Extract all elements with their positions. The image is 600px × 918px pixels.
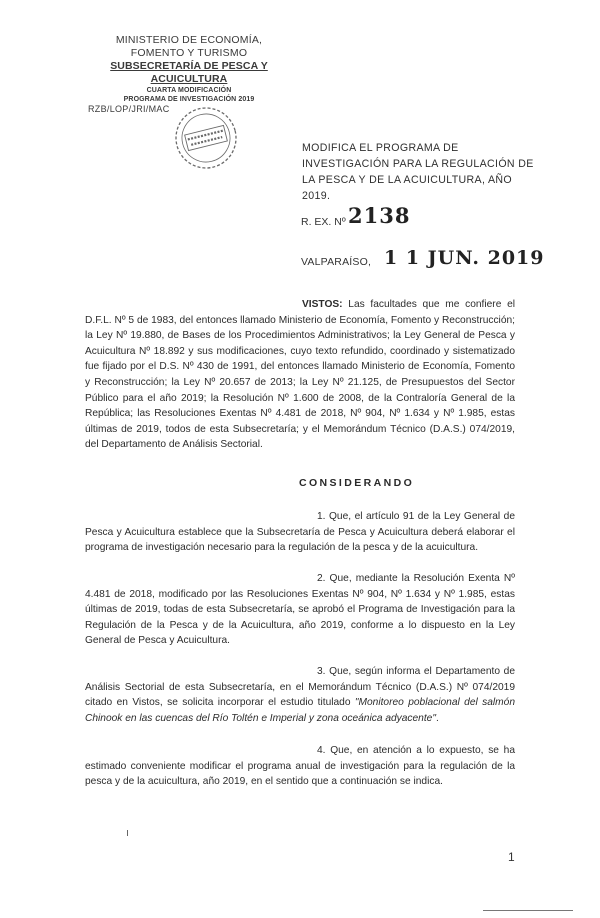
reference-initials: RZB/LOP/JRI/MAC — [88, 104, 170, 114]
resolution-date: 1 1 JUN. 2019 — [384, 247, 545, 269]
resolution-label: R. EX. Nº — [301, 216, 346, 228]
considerando-text-4: 4. Que, en atención a lo expuesto, se ha estimado conveniente modificar el programa anual de investigación para la regulación de la pesca y de la acuicultura, año 2019, en el sentido que a continuación se indica. — [85, 745, 515, 788]
considerando-item-2 — [85, 571, 515, 649]
considerando-text-1: 1. Que, el artículo 91 de la Ley General de Pesca y Acuicultura establece que la Subsecretaría de Pesca y Acuicultura deberá elaborar el programa de investigación necesario para la regulación de la pesca y de la acuicultura. — [85, 511, 515, 554]
resolution-subject: MODIFICA EL PROGRAMA DE INVESTIGACIÓN PARA LA REGULACIÓN DE LA PESCA Y DE LA ACUICULTURA, AÑO 2019. — [302, 142, 534, 202]
considerando-heading: CONSIDERANDO — [299, 477, 415, 489]
vistos-paragraph — [85, 297, 515, 453]
considerando-item-4 — [85, 743, 515, 790]
study-title: "Monitoreo poblacional del salmón Chinook en las cuencas del Río Toltén e Imperial y zona oceánica adyacente" — [85, 697, 516, 724]
considerando-item-1 — [85, 509, 515, 556]
considerando-text-2: 2. Que, mediante la Resolución Exenta Nº 4.481 de 2018, modificado por las Resoluciones Exentas Nº 904, Nº 1.634 y Nº 1.985, estas últimas de 2019, todas de esta Subsecretaría, se aprobó el Programa de Investigación para la Regulación de la Pesca y de la Acuicultura, año 2019, conforme a lo dispuesto en la Ley General de Pesca y Acuicultura. — [85, 573, 515, 647]
vistos-text: Las facultades que me confiere el D.F.L. Nº 5 de 1983, del entonces llamado Ministerio de Economía, Fomento y Reconstrucción; la Ley Nº 19.880, de Bases de los Procedimientos Administrativos; la Ley General de Pesca y Acuicultura Nº 18.892 y sus modificaciones, cuyo texto refundido, coordinado y sistematizado fue fijado por el D.S. Nº 430 de 1991, del entonces llamado Ministerio de Economía, Fomento y Reconstrucción; la Ley Nº 20.657 de 2013; la Ley Nº 21.125, de Presupuestos del Sector Público para el año 2019; la Resolución Nº 1.600 de 2008, de la Contraloría General de la República; las Resoluciones Exentas Nº 4.481 de 2018, Nº 904, Nº 1.634 y Nº 1.985, estas últimas de 2019, todos de esta Subsecretaría; y el Memorándum Técnico (D.A.S.) 074/2019, del Departamento de Análisis Sectorial. — [85, 299, 515, 451]
page-number: 1 — [508, 850, 515, 864]
subsecretaria-title: SUBSECRETARÍA DE PESCA Y ACUICULTURA — [110, 60, 268, 85]
resolution-number: 2138 — [348, 203, 411, 228]
resolution-city: VALPARAÍSO, — [301, 256, 372, 268]
vistos-label: VISTOS: — [302, 299, 343, 310]
footer-rule — [483, 910, 573, 911]
modification-label: CUARTA MODIFICACIÓN — [146, 87, 232, 94]
ministry-line-2: FOMENTO Y TURISMO — [130, 47, 248, 59]
official-stamp — [172, 104, 240, 172]
letterhead — [78, 34, 300, 115]
program-label: PROGRAMA DE INVESTIGACIÓN 2019 — [123, 96, 255, 103]
considerando-text-3: 3. Que, según informa el Departamento de Análisis Sectorial de esta Subsecretaría, en el Memorándum Técnico (D.A.S.) Nº 074/2019 citado en Vistos, se solicita incorporar el estudio titulado — [85, 666, 515, 709]
considerando-text-3-end: . — [435, 712, 439, 724]
considerando-item-3 — [85, 664, 515, 726]
ministry-line-1: MINISTERIO DE ECONOMÍA, — [115, 34, 263, 46]
margin-mark — [127, 830, 128, 836]
